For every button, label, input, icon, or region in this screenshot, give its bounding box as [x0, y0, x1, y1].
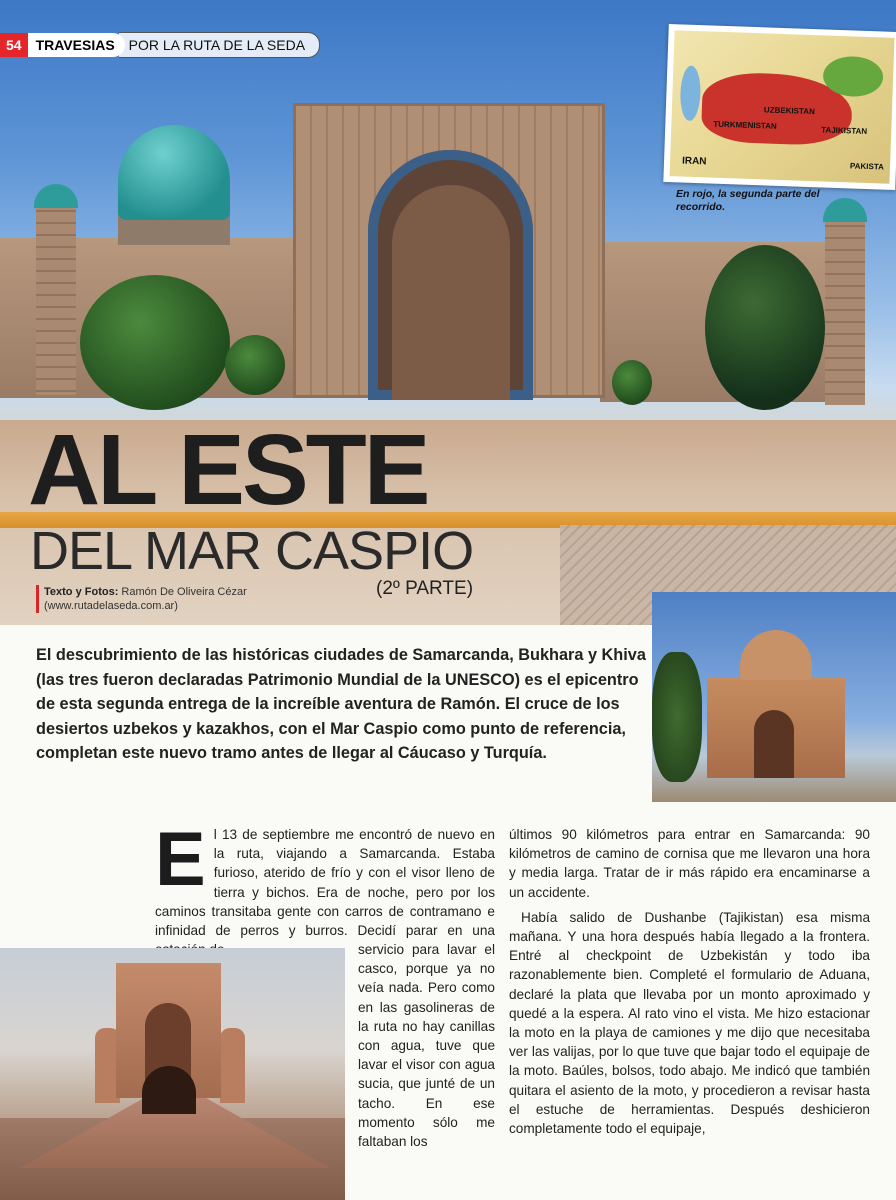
portal-arch-inner [392, 185, 510, 400]
map-caption: En rojo, la segunda parte del recorrido. [676, 188, 820, 213]
caspian-sea [679, 65, 701, 121]
minaret-left [36, 200, 76, 395]
map-label-turkmenistan: TURKMENISTAN [713, 119, 777, 131]
drop-cap: E [155, 817, 206, 902]
map-label-uzbekistan: UZBEKISTAN [763, 105, 815, 117]
page-number: 54 [0, 33, 28, 57]
headline-subtitle: DEL MAR CASPIO [30, 521, 474, 581]
body-paragraph: últimos 90 kilómetros para entrar en Samarcanda: 90 kilómetros de camino de cornisa que me llevaron una hora y media larga. Tratar de ir más rápido era encaminarse a un accidente. [509, 827, 870, 900]
tree [652, 652, 702, 782]
turquoise-dome [118, 125, 230, 220]
headline-title: AL ESTE [28, 414, 428, 526]
body-paragraph: Había salido de Dushanbe (Tajikistan) esa misma mañana. Y una hora después había llegado a la frontera. Entré al checkpoint de Uzbekistán y todo iba razonablemente bien. Completé el formulario de Aduana, declaré la plata que llevaba por un monto aproximado y quedé a la espera. Al rato vino el vista. Me hizo estacionar la moto en la playa de camiones y me dijo que necesitaba ver las valijas, por lo que tuve que bajar todo el equipaje de la moto. Baúles, bolsos, todo abajo. Me indicó que también quitara el asiento de la moto, y procedieron a revisar hasta el estuche de herramientas. Después deshicieron completamente todo el equipaje, [509, 909, 870, 1137]
body-column-1-text: l 13 de septiembre me encontró de nuevo en la ruta, viajando a Samarcanda. Estaba furioso, aterido de frío y con el visor lleno de tierra y bichos. Era de noche, pero por los caminos transitaba gente con carros de contramano e infinidad de perros y burros. Decidí parar en una [155, 827, 495, 939]
minaret-right [825, 215, 865, 405]
body-column-3 [509, 825, 870, 1144]
mausoleum-dome [740, 630, 812, 680]
gate-wing-right [220, 1028, 245, 1103]
tree [612, 360, 652, 405]
gateway-photo [0, 948, 345, 1200]
section-name: TRAVESIAS [28, 33, 125, 57]
map-label-pakistan: PAKISTA [849, 161, 885, 172]
credit-label: Texto y Fotos: [44, 586, 119, 598]
map-land [670, 30, 895, 184]
mausoleum-photo [652, 592, 896, 802]
section-subtitle: POR LA RUTA DE LA SEDA [119, 32, 320, 58]
tunnel-entrance [142, 1066, 196, 1114]
map-label-tajikistan: TAJIKISTAN [821, 125, 868, 136]
lead-paragraph: El descubrimiento de las históricas ciudades de Samarcanda, Bukhara y Khiva (las tres fueron declaradas Patrimonio Mundial de la UNESCO) es el epicentro de esta segunda entrega de la increíble aventura de Ramón. El cruce de los desiertos uzbekos y kazakhos, con el Mar Caspio como punto de referencia, completan este nuevo tramo antes de llegar al Cáucaso y Turquía. [36, 646, 646, 763]
credit-author: Ramón De Oliveira Cézar [121, 586, 247, 598]
headline-part: (2º PARTE) [376, 578, 474, 599]
credit-website: (www.rutadelaseda.com.ar) [44, 600, 178, 612]
tree [225, 335, 285, 395]
body-column-2: servicio para lavar el casco, porque ya no veía nada. Pero como en las gasolineras de la ruta no hay canillas con agua, tuve que lavar el visor con agua sucia, que junté de un tacho. En ese momento sólo me faltaban los [358, 942, 495, 1150]
map-label-iran: IRAN [681, 155, 707, 168]
mausoleum-door [754, 710, 794, 778]
credit [36, 585, 247, 613]
minaret-left-cap [34, 184, 78, 208]
route-map [663, 24, 896, 190]
tree [80, 275, 230, 410]
tree [705, 245, 825, 410]
section-header [0, 33, 320, 57]
